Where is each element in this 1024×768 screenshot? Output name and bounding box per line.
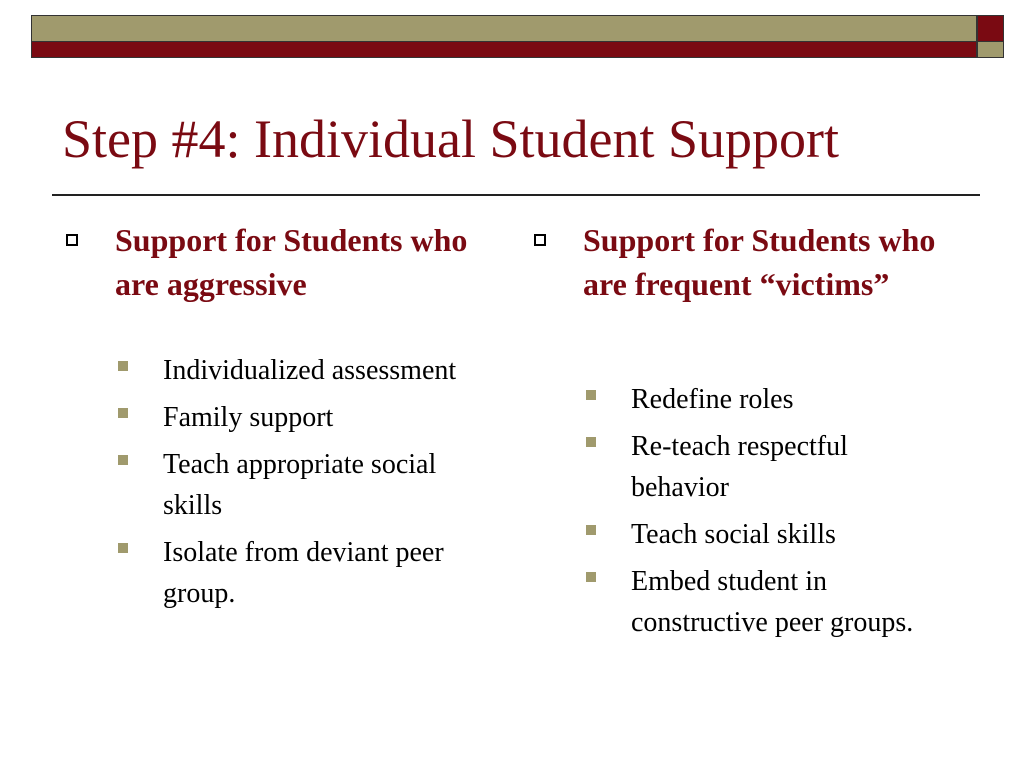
right-column	[534, 218, 954, 649]
square-bullet-icon	[118, 408, 128, 418]
list-item	[118, 444, 486, 526]
slide-title: Step #4: Individual Student Support	[62, 109, 839, 169]
list-item-text: Individualized assessment	[163, 355, 457, 386]
hollow-square-bullet-icon	[534, 234, 546, 246]
right-bullet-list	[534, 379, 954, 643]
list-item	[118, 397, 486, 438]
list-item	[118, 532, 486, 614]
square-bullet-icon	[586, 390, 596, 400]
square-bullet-icon	[586, 572, 596, 582]
list-item	[118, 350, 486, 391]
list-item-text: Embed student in constructive peer groups.	[631, 566, 914, 638]
left-bullet-list	[66, 350, 486, 614]
list-item	[586, 561, 954, 643]
list-item	[586, 379, 954, 420]
corner-square-maroon	[977, 15, 1004, 42]
list-item-text: Family support	[163, 402, 334, 433]
left-column-heading: Support for Students who are aggressive	[115, 222, 468, 302]
square-bullet-icon	[586, 525, 596, 535]
list-item	[586, 514, 954, 555]
title-divider	[52, 194, 980, 196]
list-item-text: Teach appropriate social skills	[163, 449, 437, 521]
header-bar-maroon	[31, 42, 977, 58]
left-heading-row	[66, 218, 486, 306]
hollow-square-bullet-icon	[66, 234, 78, 246]
right-heading-row	[534, 218, 954, 306]
square-bullet-icon	[118, 455, 128, 465]
left-column	[66, 218, 486, 620]
corner-square-olive	[977, 42, 1004, 58]
list-item-text: Teach social skills	[631, 519, 836, 550]
list-item	[586, 426, 954, 508]
list-item-text: Re-teach respectful behavior	[631, 431, 848, 503]
square-bullet-icon	[586, 437, 596, 447]
list-item-text: Isolate from deviant peer group.	[163, 537, 444, 609]
square-bullet-icon	[118, 361, 128, 371]
header-bar-olive	[31, 15, 977, 42]
right-column-heading: Support for Students who are frequent “victims”	[583, 222, 936, 302]
square-bullet-icon	[118, 543, 128, 553]
list-item-text: Redefine roles	[631, 384, 794, 415]
